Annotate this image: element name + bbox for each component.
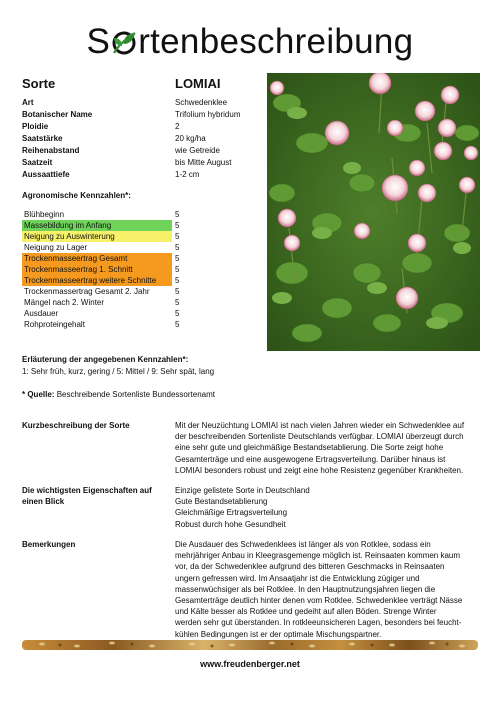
detail-row: [0, 169, 270, 181]
rating-row: [22, 220, 172, 231]
erlaeuterung-title: Erläuterung der angegebenen Kennzahlen*:: [22, 355, 189, 364]
detail-row: [0, 133, 270, 145]
text-line: kühlen Bedingungen ist er der optimale Mischungspartner.: [175, 629, 382, 639]
text-line: Gesamterträge und eine ausgewogene Ertragsverteilung. Darüber hinaus ist: [175, 454, 446, 464]
footer-link[interactable]: www.freudenberger.net: [200, 659, 300, 669]
rating-label: Trockenmasseertrag Gesamt: [22, 253, 172, 264]
eigenschaften-label: [22, 485, 152, 507]
sorte-value: LOMIAI: [175, 76, 221, 91]
detail-key: Art: [22, 98, 34, 107]
rating-row: [22, 286, 172, 297]
kurz-label: Kurzbeschreibung der Sorte: [22, 421, 130, 430]
leaf-logo-icon: [110, 28, 138, 56]
detail-key: Aussaattiefe: [22, 170, 70, 179]
rating-value: 5: [175, 276, 180, 285]
rating-label: Trockenmasseertrag 1. Schnitt: [22, 264, 172, 275]
rating-row: [22, 308, 172, 319]
title-suffix: rtenbeschreibung: [138, 22, 414, 61]
clover-photo-illustration: [267, 73, 480, 351]
rating-row: [22, 275, 172, 286]
rating-row: [22, 242, 172, 253]
detail-value: bis Mitte August: [175, 158, 232, 167]
label-line: einen Blick: [22, 497, 65, 506]
text-line: der beschreibenden Sortenliste Deutschlands verfügbar. LOMIAI überzeugt durch: [175, 432, 464, 442]
detail-value: wie Getreide: [175, 146, 220, 155]
rating-label: Rohproteingehalt: [24, 320, 85, 329]
rating-row: [22, 319, 172, 330]
title-prefix: S: [86, 22, 111, 61]
agro-title: Agronomische Kennzahlen*:: [22, 191, 131, 200]
detail-value: Schwedenklee: [175, 98, 228, 107]
erlaeuterung-text: 1: Sehr früh, kurz, gering / 5: Mittel / 9: Sehr spät, lang: [22, 367, 215, 376]
rating-value: 5: [175, 309, 180, 318]
rating-value: 5: [175, 298, 180, 307]
rating-label: Blühbeginn: [24, 210, 65, 219]
text-line: vor, da der Schwedenklee aufgrund des bitteren Geschmacks in Reinsaaten: [175, 562, 445, 572]
text-line: eine sehr gute und gleichmäßige Bestandsetablierung. Die Sorte zeigt hohe: [175, 443, 444, 453]
rating-row: [22, 297, 172, 308]
quelle-text: Beschreibende Sortenliste Bundessortenamt: [56, 390, 216, 399]
eigenschaften-list: [175, 485, 480, 530]
rating-value: 5: [175, 287, 180, 296]
details-list: [0, 97, 270, 187]
rating-value: 5: [175, 232, 180, 241]
page-title: [0, 22, 500, 62]
bemerkungen-text: [175, 539, 480, 640]
rating-value: 5: [175, 320, 180, 329]
rating-row: [22, 264, 172, 275]
text-line: Die Ausdauer des Schwedenklees ist länger als von Rotklee, sodass ein: [175, 540, 431, 549]
rating-label: Mängel nach 2. Winter: [24, 298, 105, 307]
rating-value: 5: [175, 243, 180, 252]
detail-row: [0, 97, 270, 109]
rating-value: 5: [175, 221, 180, 230]
rating-label: Neigung zu Lager: [24, 243, 88, 252]
text-line: und Kälte besser als Rotklee und gedeiht auf allen Böden. Strenge Winter: [175, 607, 437, 617]
detail-key: Ploidie: [22, 122, 49, 131]
clover-photo: [267, 73, 480, 351]
label-line: Die wichtigsten Eigenschaften auf: [22, 486, 152, 495]
detail-row: [0, 145, 270, 157]
rating-row: [22, 253, 172, 264]
text-line: Gesamterträge deutlich hinter denen vom Rotklee. Schwedenklee verträgt Nässe: [175, 596, 463, 606]
text-line: werden sehr gut überstanden. In rotkleeunsicheren Lagen, besonders bei feucht-: [175, 618, 462, 628]
rating-label: Neigung zu Auswinterung: [22, 231, 172, 242]
seed-strip-illustration: [22, 639, 478, 651]
detail-value: 2: [175, 122, 180, 131]
rating-label: Ausdauer: [24, 309, 59, 318]
detail-value: 1-2 cm: [175, 170, 200, 179]
rating-row: [22, 231, 172, 242]
detail-row: [0, 157, 270, 169]
text-line: mehrjähriger Anbau in Kleegrasgemenge möglich ist. Reinsaaten kommen kaum: [175, 551, 461, 561]
seed-strip-image: [22, 638, 478, 650]
kurz-text: [175, 420, 480, 476]
rating-value: 5: [175, 210, 180, 219]
list-item: Einzige gelistete Sorte in Deutschland: [175, 486, 310, 495]
text-line: Mit der Neuzüchtung LOMIAI ist nach vielen Jahren wieder ein Schwedenklee auf: [175, 421, 465, 430]
quelle-note: [22, 389, 215, 400]
text-line: ungern gefressen wird. Im Ansaatjahr ist die Entwicklung zügiger und: [175, 573, 420, 583]
detail-key: Botanischer Name: [22, 110, 93, 119]
detail-value: Trifolium hybridum: [175, 110, 241, 119]
list-item: Robust durch hohe Gesundheit: [175, 519, 286, 529]
sorte-label: Sorte: [22, 76, 56, 91]
detail-key: Saatstärke: [22, 134, 63, 143]
text-line: massenwüchsiger als bei Rotklee. In den Hauptnutzungsjahren liegen die: [175, 584, 436, 594]
list-item: Gute Bestandsetablierung: [175, 497, 268, 507]
rating-value: 5: [175, 265, 180, 274]
detail-row: [0, 121, 270, 133]
quelle-label: * Quelle:: [22, 390, 55, 399]
detail-row: [0, 109, 270, 121]
rating-label: Trockenmasseertrag weitere Schnitte: [22, 275, 172, 286]
detail-key: Reihenabstand: [22, 146, 80, 155]
text-line: LOMIAI besonders robust und zeigt eine hohe Resistenz gegenüber Krankheiten.: [175, 465, 464, 475]
detail-key: Saatzeit: [22, 158, 53, 167]
ratings-table: [0, 209, 270, 344]
detail-value: 20 kg/ha: [175, 134, 206, 143]
rating-row: [22, 209, 172, 220]
rating-value: 5: [175, 254, 180, 263]
bemerkungen-label: Bemerkungen: [22, 540, 76, 549]
rating-label: Massebildung im Anfang: [22, 220, 172, 231]
rating-label: Trockenmassertrag Gesamt 2. Jahr: [24, 287, 150, 296]
list-item: Gleichmäßige Ertragsverteilung: [175, 508, 288, 518]
